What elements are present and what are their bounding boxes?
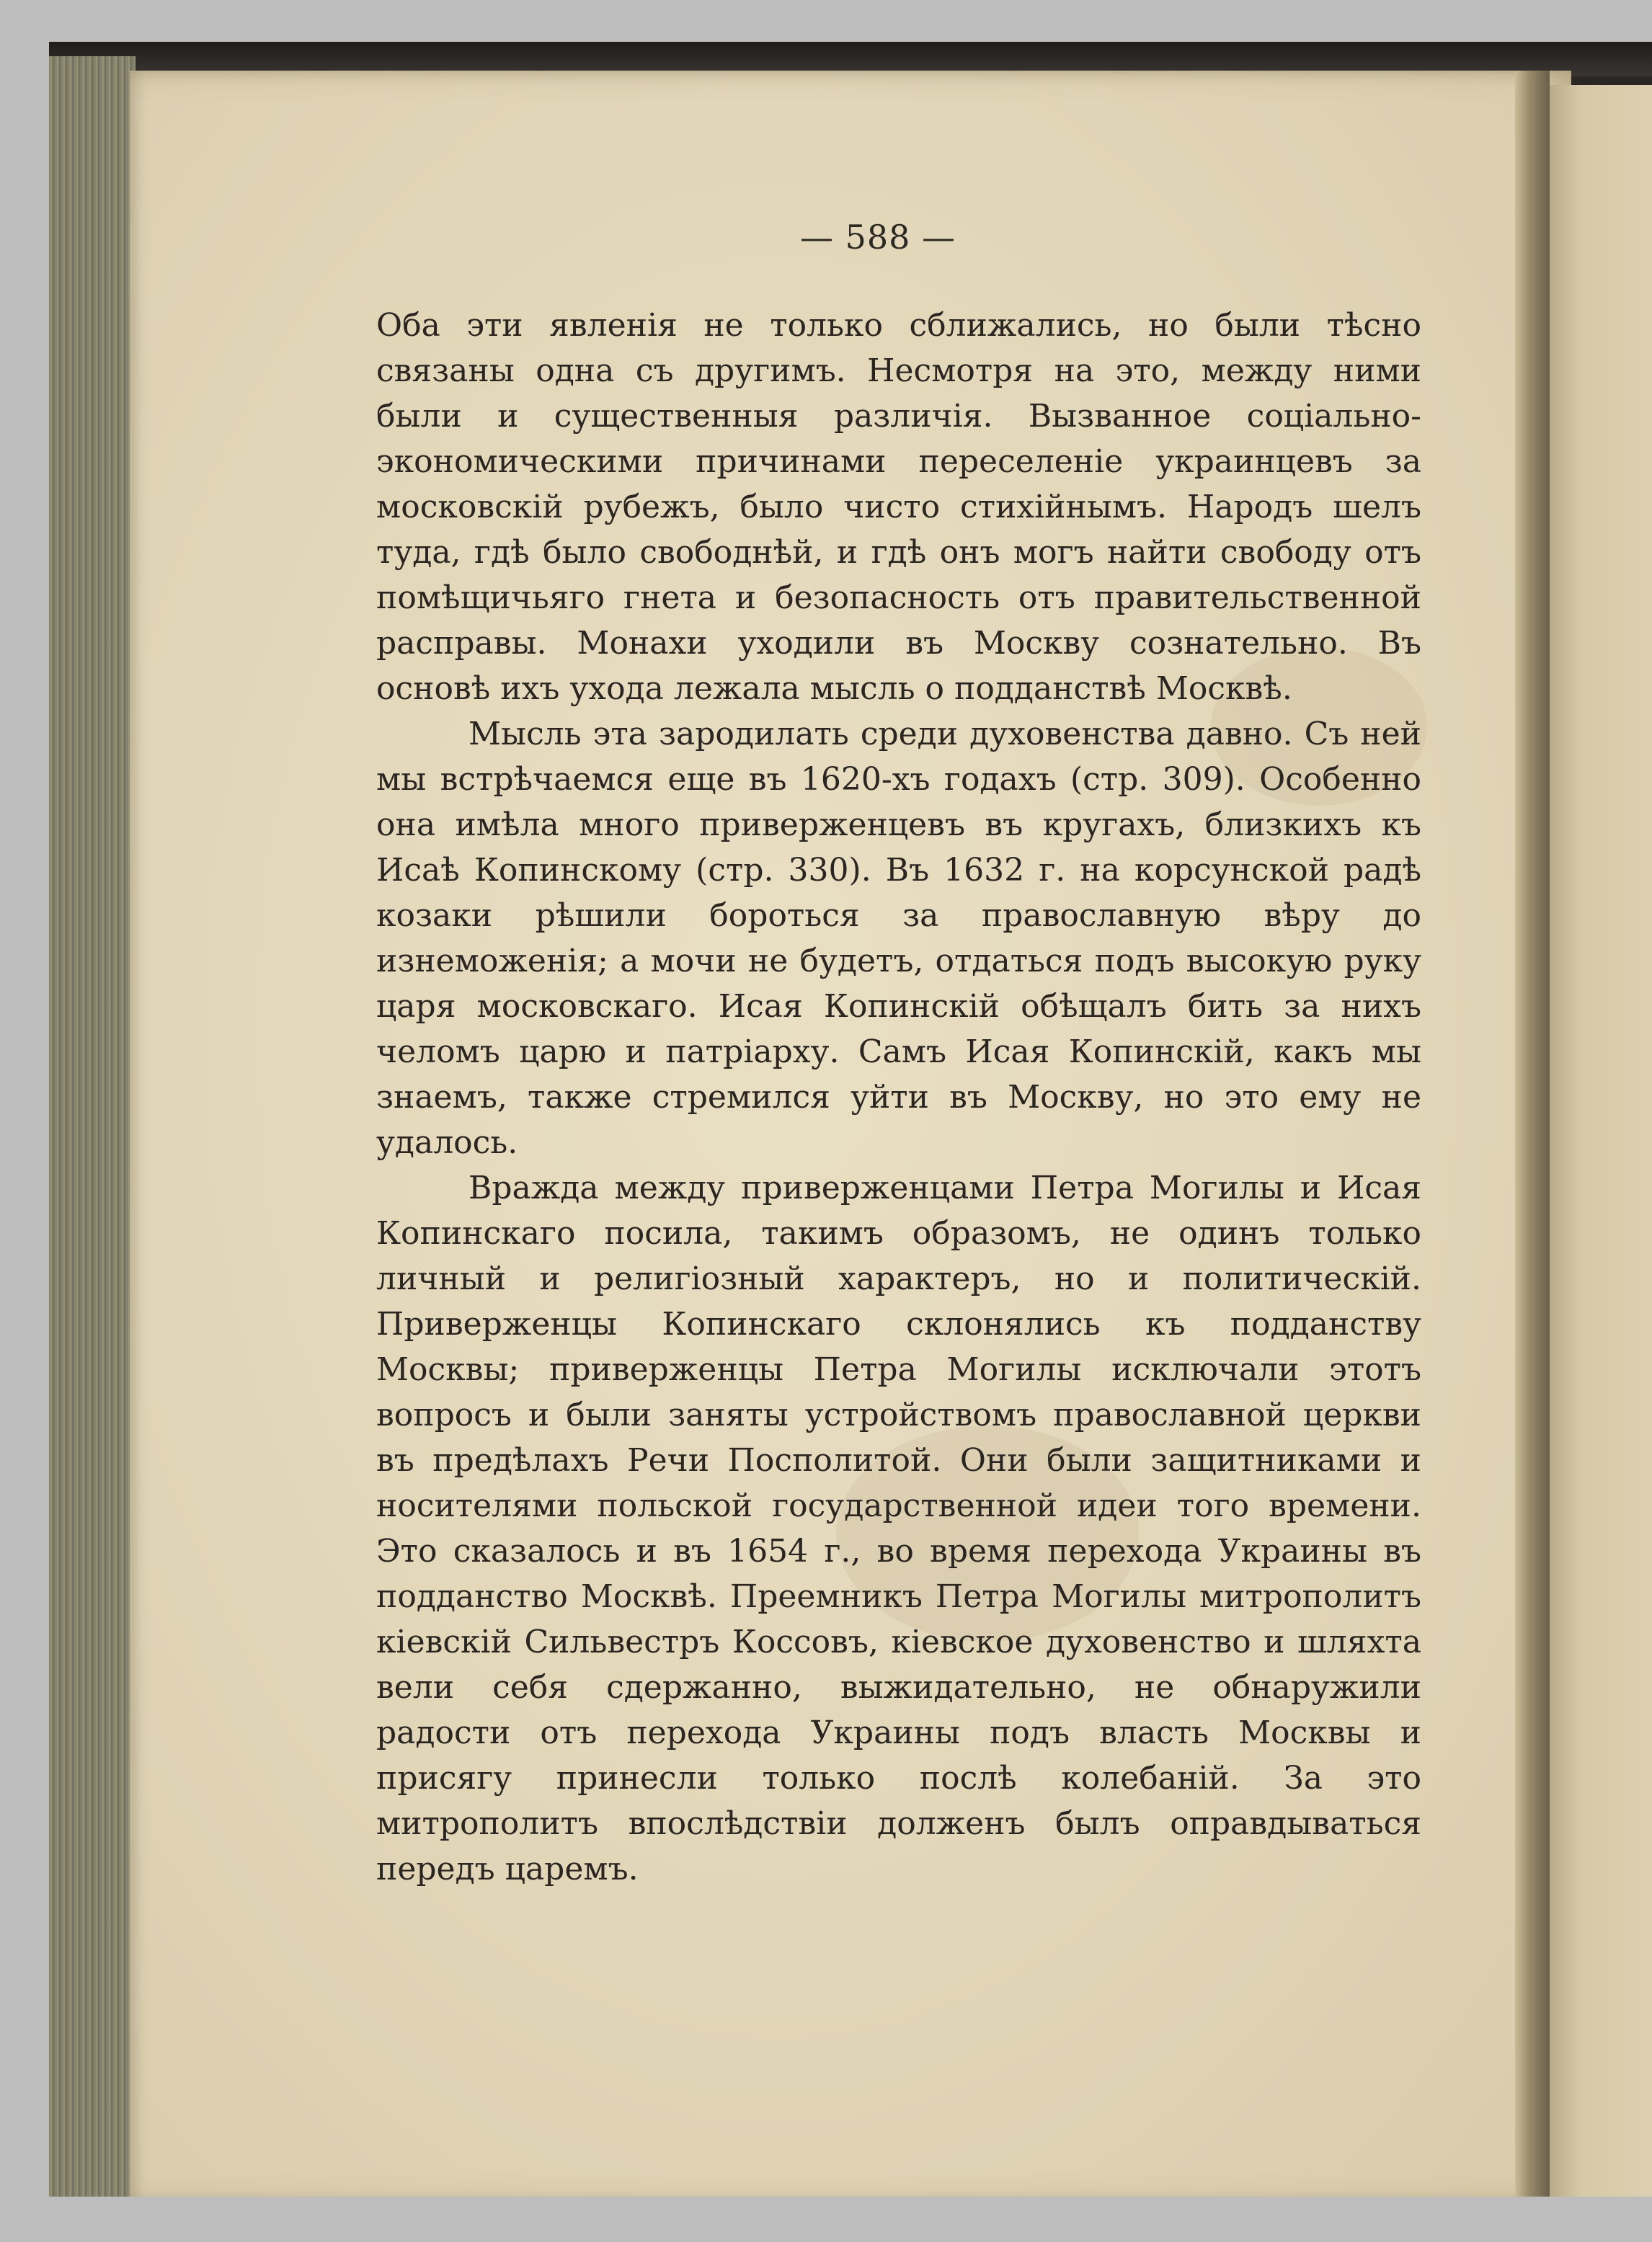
page-number: — 588 — [800,218,956,257]
adjacent-page [1550,85,1652,2197]
paragraph-3: Вражда между приверженцами Петра Могилы и Исая Копинскаго посила, такимъ образомъ, не одинъ только личный и религіозный характеръ, но и политическій. Приверженцы Копинскаго склонялись къ подданству Москвы; приверженцы Петра Могилы исключали этотъ вопросъ и были заняты устройствомъ православной церкви въ предѣлахъ Речи Посполитой. Они были защитниками и носителями польской государственной идеи того времени. Это сказалось и въ 1654 г., во время перехода Украины въ подданство Москвѣ. Преемникъ Петра Могилы митрополитъ кіевскій Сильвестръ Коссовъ, кіевское духовенство и шляхта вели себя сдержанно, выжидательно, не обнаружили радости отъ перехода Украины подъ власть Москвы и присягу принесли только послѣ колебаній. За это митрополитъ впослѣдствіи долженъ былъ оправдываться передъ царемъ. [376,1170,1421,1887]
paragraph-1: Оба эти явленія не только сближались, но были тѣсно связаны одна съ другимъ. Несмотря на это, между ними были и существенныя различія. Вызванное соціально-экономическими причинами переселеніе украинцевъ за московскій рубежъ, было чисто стихійнымъ. Народъ шелъ туда, гдѣ было свободнѣй, и гдѣ онъ могъ найти свободу отъ помѣщичьяго гнета и безопасность отъ правительственной расправы. Монахи уходили въ Москву сознательно. Въ основѣ ихъ ухода лежала мысль о подданствѣ Москвѣ. [376,307,1421,707]
paragraph-2: Мысль эта зародилать среди духовенства давно. Съ ней мы встрѣчаемся еще въ 1620-хъ годахъ (стр. 309). Особенно она имѣла много приверженцевъ въ кругахъ, близкихъ къ Исаѣ Копинскому (стр. 330). Въ 1632 г. на корсунской радѣ козаки рѣшили бороться за православную вѣру до изнеможенія; а мочи не будетъ, отдаться подъ высокую руку царя московскаго. Исая Копинскій обѣщалъ бить за нихъ челомъ царю и патріарху. Самъ Исая Копинскій, какъ мы знаемъ, также стремился уйти въ Москву, но это ему не удалось. [376,716,1421,1161]
body-text [376,303,1421,1892]
book-gutter [1515,71,1550,2197]
page-edges-left [49,56,136,2197]
